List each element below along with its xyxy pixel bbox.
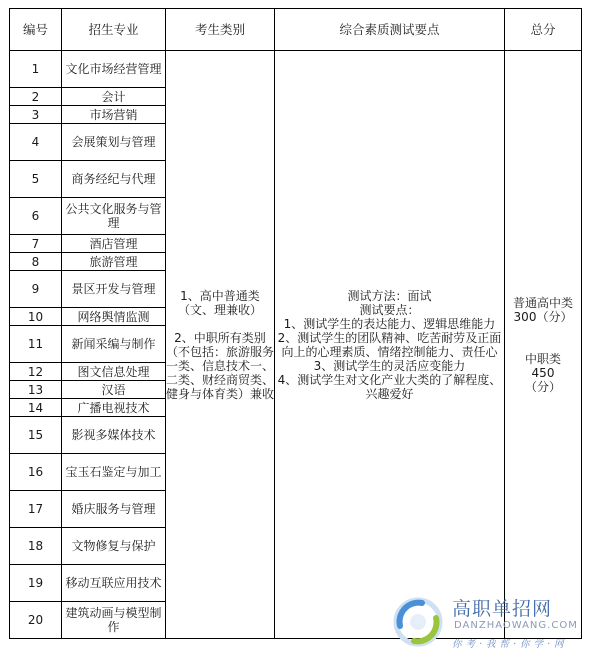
row-id: 11 [10, 326, 62, 363]
watermark-slogan: 你考·我帮·你学·网 [452, 639, 568, 650]
row-id: 2 [10, 88, 62, 106]
watermark-domain: DANZHAOWANG.COM [454, 620, 578, 631]
row-id: 1 [10, 51, 62, 88]
row-major: 广播电视技术 [62, 399, 166, 417]
row-id: 9 [10, 271, 62, 308]
header-score: 总分 [505, 9, 582, 51]
row-id: 10 [10, 308, 62, 326]
table-body [10, 51, 582, 639]
row-id: 15 [10, 417, 62, 454]
test-method: 测试方法：面试 [347, 288, 432, 303]
row-id: 20 [10, 602, 62, 639]
score-part2-value: 450 [531, 365, 555, 380]
row-major: 汉语 [62, 381, 166, 399]
header-major: 招生专业 [62, 9, 166, 51]
row-id: 13 [10, 381, 62, 399]
row-major: 移动互联应用技术 [62, 565, 166, 602]
header-test: 综合素质测试要点 [275, 9, 505, 51]
row-major: 景区开发与管理 [62, 271, 166, 308]
row-major: 会展策划与管理 [62, 124, 166, 161]
row-major: 会计 [62, 88, 166, 106]
category-cell [166, 51, 275, 639]
score-part2-label: 中职类 [524, 351, 561, 366]
row-major: 旅游管理 [62, 253, 166, 271]
row-id: 12 [10, 363, 62, 381]
test-point: 4、测试学生对文化产业大类的了解程度、兴趣爱好 [277, 372, 502, 401]
row-id: 7 [10, 235, 62, 253]
row-major: 酒店管理 [62, 235, 166, 253]
row-major: 新闻采编与制作 [62, 326, 166, 363]
row-id: 16 [10, 454, 62, 491]
row-id: 18 [10, 528, 62, 565]
site-logo-icon [392, 596, 444, 648]
row-major: 宝玉石鉴定与加工 [62, 454, 166, 491]
row-major: 网络舆情监测 [62, 308, 166, 326]
row-id: 19 [10, 565, 62, 602]
row-major: 文物修复与保护 [62, 528, 166, 565]
test-points-cell [275, 51, 505, 639]
header-category: 考生类别 [166, 9, 275, 51]
row-id: 14 [10, 399, 62, 417]
watermark-title: 高职单招网 [452, 598, 553, 620]
score-part2-unit: （分） [524, 379, 561, 394]
row-major: 商务经纪与代理 [62, 161, 166, 198]
row-major: 市场营销 [62, 106, 166, 124]
row-major: 建筑动画与模型制作 [62, 602, 166, 639]
test-point: 2、测试学生的团队精神、吃苦耐劳及正面向上的心理素质、情绪控制能力、责任心 [277, 330, 502, 359]
row-id: 3 [10, 106, 62, 124]
test-point: 3、测试学生的灵活应变能力 [313, 358, 466, 373]
row-id: 8 [10, 253, 62, 271]
header-row [10, 9, 582, 51]
test-points-title: 测试要点： [359, 302, 420, 317]
row-id: 6 [10, 198, 62, 235]
row-major: 公共文化服务与管理 [62, 198, 166, 235]
row-major: 影视多媒体技术 [62, 417, 166, 454]
category-part2: 2、中职所有类别（不包括：旅游服务一类、信息技术一、二类、财经商贸类、健身与体育类）兼收 [166, 330, 275, 401]
score-part1: 普通高中类300（分） [512, 295, 573, 324]
watermark [392, 594, 587, 654]
row-id: 17 [10, 491, 62, 528]
header-id: 编号 [10, 9, 62, 51]
table-row [10, 51, 582, 88]
test-point: 1、测试学生的表达能力、逻辑思维能力 [283, 316, 496, 331]
score-cell [505, 51, 582, 639]
row-major: 婚庆服务与管理 [62, 491, 166, 528]
admission-table [9, 8, 582, 639]
category-part1: 1、高中普通类（文、理兼收） [177, 288, 262, 317]
row-id: 5 [10, 161, 62, 198]
row-major: 图文信息处理 [62, 363, 166, 381]
row-major: 文化市场经营管理 [62, 51, 166, 88]
row-id: 4 [10, 124, 62, 161]
